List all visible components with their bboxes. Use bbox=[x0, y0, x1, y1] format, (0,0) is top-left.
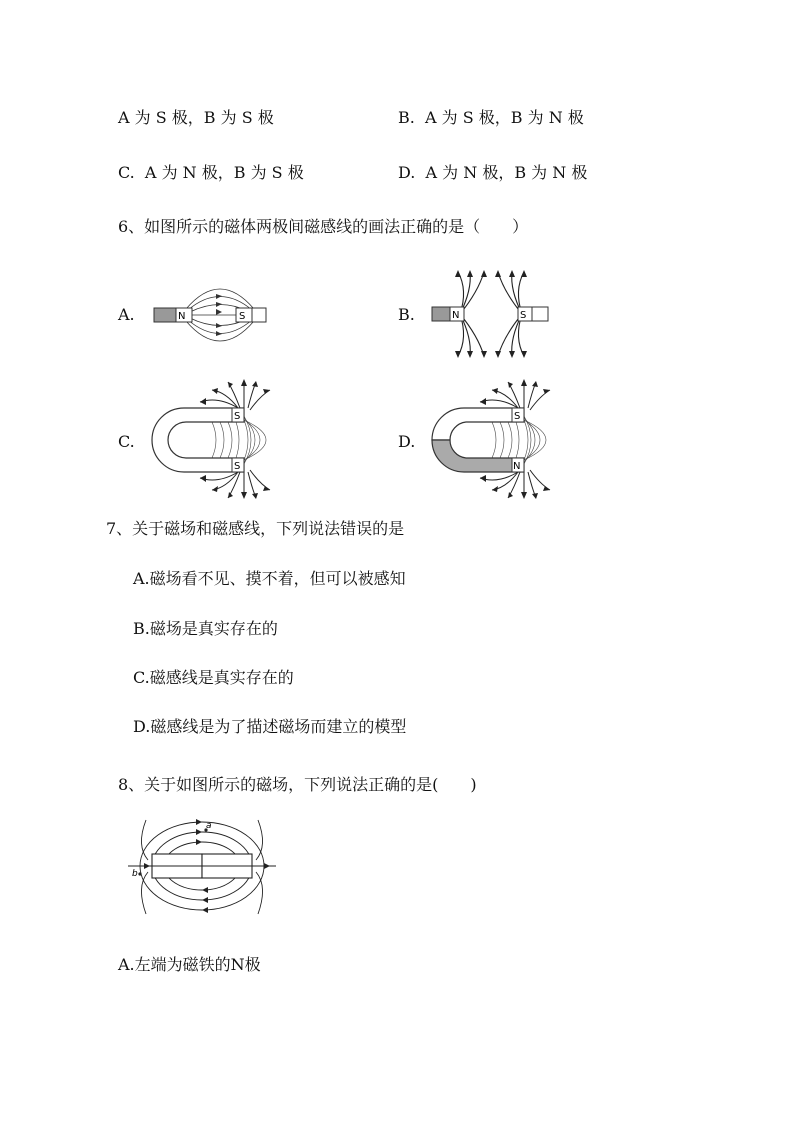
q6-d-pole-bottom: N bbox=[513, 461, 521, 472]
q6-option-c-label: C. bbox=[118, 432, 135, 451]
q8-figure bbox=[126, 816, 278, 918]
q6-figure-c bbox=[148, 378, 288, 500]
q7-option-b: B.磁场是真实存在的 bbox=[133, 619, 278, 638]
q7-option-d: D.磁感线是为了描述磁场而建立的模型 bbox=[133, 717, 407, 736]
q6-option-d-label: D. bbox=[398, 432, 416, 451]
q6-option-b-label: B. bbox=[398, 305, 415, 324]
q6-b-magnet-s: S bbox=[520, 310, 527, 321]
q6-figure-d bbox=[428, 378, 568, 500]
q7-stem: 7、关于磁场和磁感线，下列说法错误的是 bbox=[106, 519, 405, 538]
q5-option-c: C. A 为 N 极，B 为 S 极 bbox=[118, 163, 304, 182]
q6-option-a-label: A. bbox=[118, 305, 135, 324]
q5-option-b: B. A 为 S 极，B 为 N 极 bbox=[398, 108, 584, 127]
q6-c-pole-top: S bbox=[234, 411, 241, 422]
q6-a-magnet-n: N bbox=[178, 311, 186, 322]
q8-label-b: b bbox=[132, 869, 138, 879]
q7-option-c: C.磁感线是真实存在的 bbox=[133, 668, 294, 687]
q5-option-a: A 为 S 极，B 为 S 极 bbox=[118, 108, 274, 127]
q6-a-magnet-s: S bbox=[239, 311, 246, 322]
q6-b-magnet-n: N bbox=[452, 310, 460, 321]
q6-figure-b bbox=[430, 268, 555, 360]
q6-d-pole-top: S bbox=[514, 411, 521, 422]
q5-option-d: D. A 为 N 极，B 为 N 极 bbox=[398, 163, 588, 182]
q7-option-a: A.磁场看不见、摸不着，但可以被感知 bbox=[133, 569, 406, 588]
q8-option-a: A.左端为磁铁的N极 bbox=[118, 955, 261, 974]
q6-stem: 6、如图所示的磁体两极间磁感线的画法正确的是（ ） bbox=[118, 217, 529, 236]
q8-label-a: a bbox=[206, 821, 212, 831]
q6-figure-a bbox=[150, 265, 270, 365]
q8-stem: 8、关于如图所示的磁场，下列说法正确的是( ) bbox=[118, 775, 477, 794]
q6-c-pole-bottom: S bbox=[234, 461, 241, 472]
